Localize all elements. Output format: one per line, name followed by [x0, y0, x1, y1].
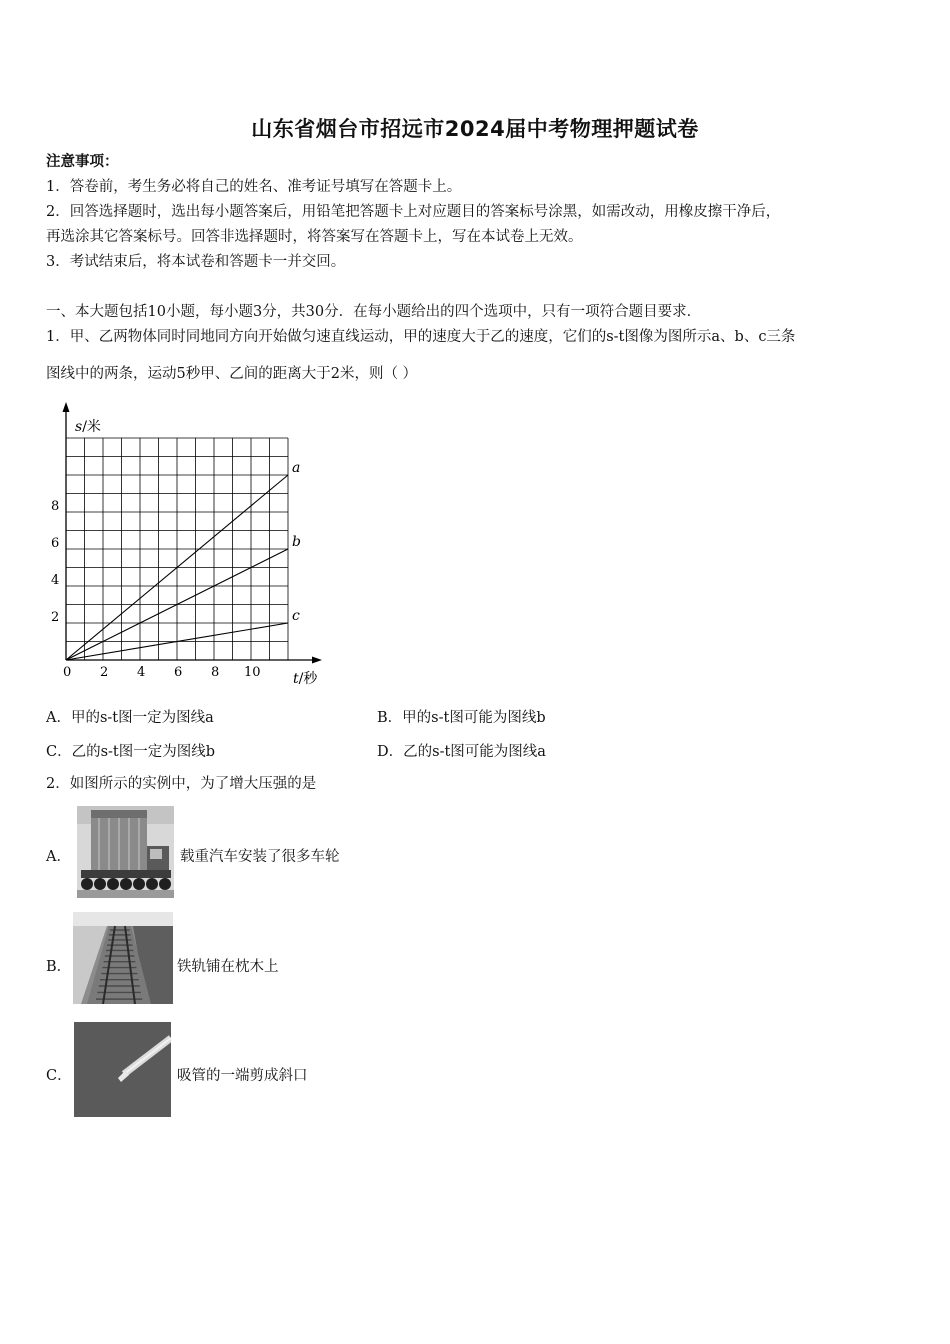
- x-tick-label: 4: [137, 665, 146, 680]
- y-axis-label: s/米: [75, 419, 101, 435]
- x-tick-label: 10: [244, 665, 261, 680]
- graph-grid: [66, 438, 288, 660]
- notice-item: 再选涂其它答案标号。回答非选择题时，将答案写在答题卡上，写在本试卷上无效。: [46, 229, 583, 245]
- q2-option-a-letter[interactable]: A．: [46, 849, 71, 865]
- notice-item: 1．答卷前，考生务必将自己的姓名、准考证号填写在答题卡上。: [46, 179, 462, 195]
- notice-item: 3．考试结束后，将本试卷和答题卡一并交回。: [46, 254, 346, 270]
- series-label-c: c: [292, 608, 300, 624]
- x-tick-label: 6: [174, 665, 183, 680]
- question-1-stem-cont: 图线中的两条，运动5秒甲、乙间的距离大于2米，则（ ）: [46, 366, 418, 382]
- y-axis-arrow: [63, 402, 70, 412]
- x-tick-label: 0: [63, 665, 72, 680]
- notice-item: 2．回答选择题时，选出每小题答案后，用铅笔把答题卡上对应题目的答案标号涂黑，如需改动，用橡皮擦干净后，: [46, 204, 781, 220]
- q1-option-b[interactable]: B．甲的s-t图可能为图线b: [377, 710, 546, 726]
- y-tick-label: 8: [51, 499, 60, 514]
- y-tick-label: 2: [51, 610, 60, 625]
- q2-option-c-letter[interactable]: C．: [46, 1068, 72, 1084]
- q1-option-a[interactable]: A．甲的s-t图一定为图线a: [46, 710, 214, 726]
- x-tick-label: 8: [211, 665, 220, 680]
- x-axis-arrow: [312, 657, 322, 664]
- q2-option-b-letter[interactable]: B．: [46, 959, 72, 975]
- x-tick-label: 2: [100, 665, 109, 680]
- q2-option-a-text[interactable]: 载重汽车安装了很多车轮: [180, 849, 340, 865]
- question-2-stem: 2．如图所示的实例中，为了增大压强的是: [46, 776, 317, 792]
- series-label-b: b: [292, 534, 301, 550]
- q2-option-c-text[interactable]: 吸管的一端剪成斜口: [177, 1068, 308, 1084]
- x-axis-label: t/秒: [293, 671, 318, 687]
- series-label-a: a: [292, 460, 301, 476]
- q1-option-d[interactable]: D．乙的s-t图可能为图线a: [377, 744, 546, 760]
- y-tick-label: 6: [51, 536, 60, 551]
- q1-option-c[interactable]: C．乙的s-t图一定为图线b: [46, 744, 216, 760]
- section-heading: 一、本大题包括10小题，每小题3分，共30分．在每小题给出的四个选项中，只有一项符合题目要求．: [46, 304, 702, 320]
- y-tick-label: 4: [51, 573, 60, 588]
- straw-photo: [74, 1022, 171, 1117]
- st-graph: [40, 400, 340, 695]
- page-title: 山东省烟台市招远市2024届中考物理押题试卷: [251, 117, 699, 141]
- railway-photo: [73, 912, 173, 1004]
- q2-option-b-text[interactable]: 铁轨铺在枕木上: [177, 959, 279, 975]
- notice-heading: 注意事项：: [46, 153, 119, 170]
- truck-photo: [77, 806, 174, 898]
- question-1-stem: 1．甲、乙两物体同时同地同方向开始做匀速直线运动，甲的速度大于乙的速度，它们的s-t图像为图所示a、b、c三条: [46, 329, 796, 345]
